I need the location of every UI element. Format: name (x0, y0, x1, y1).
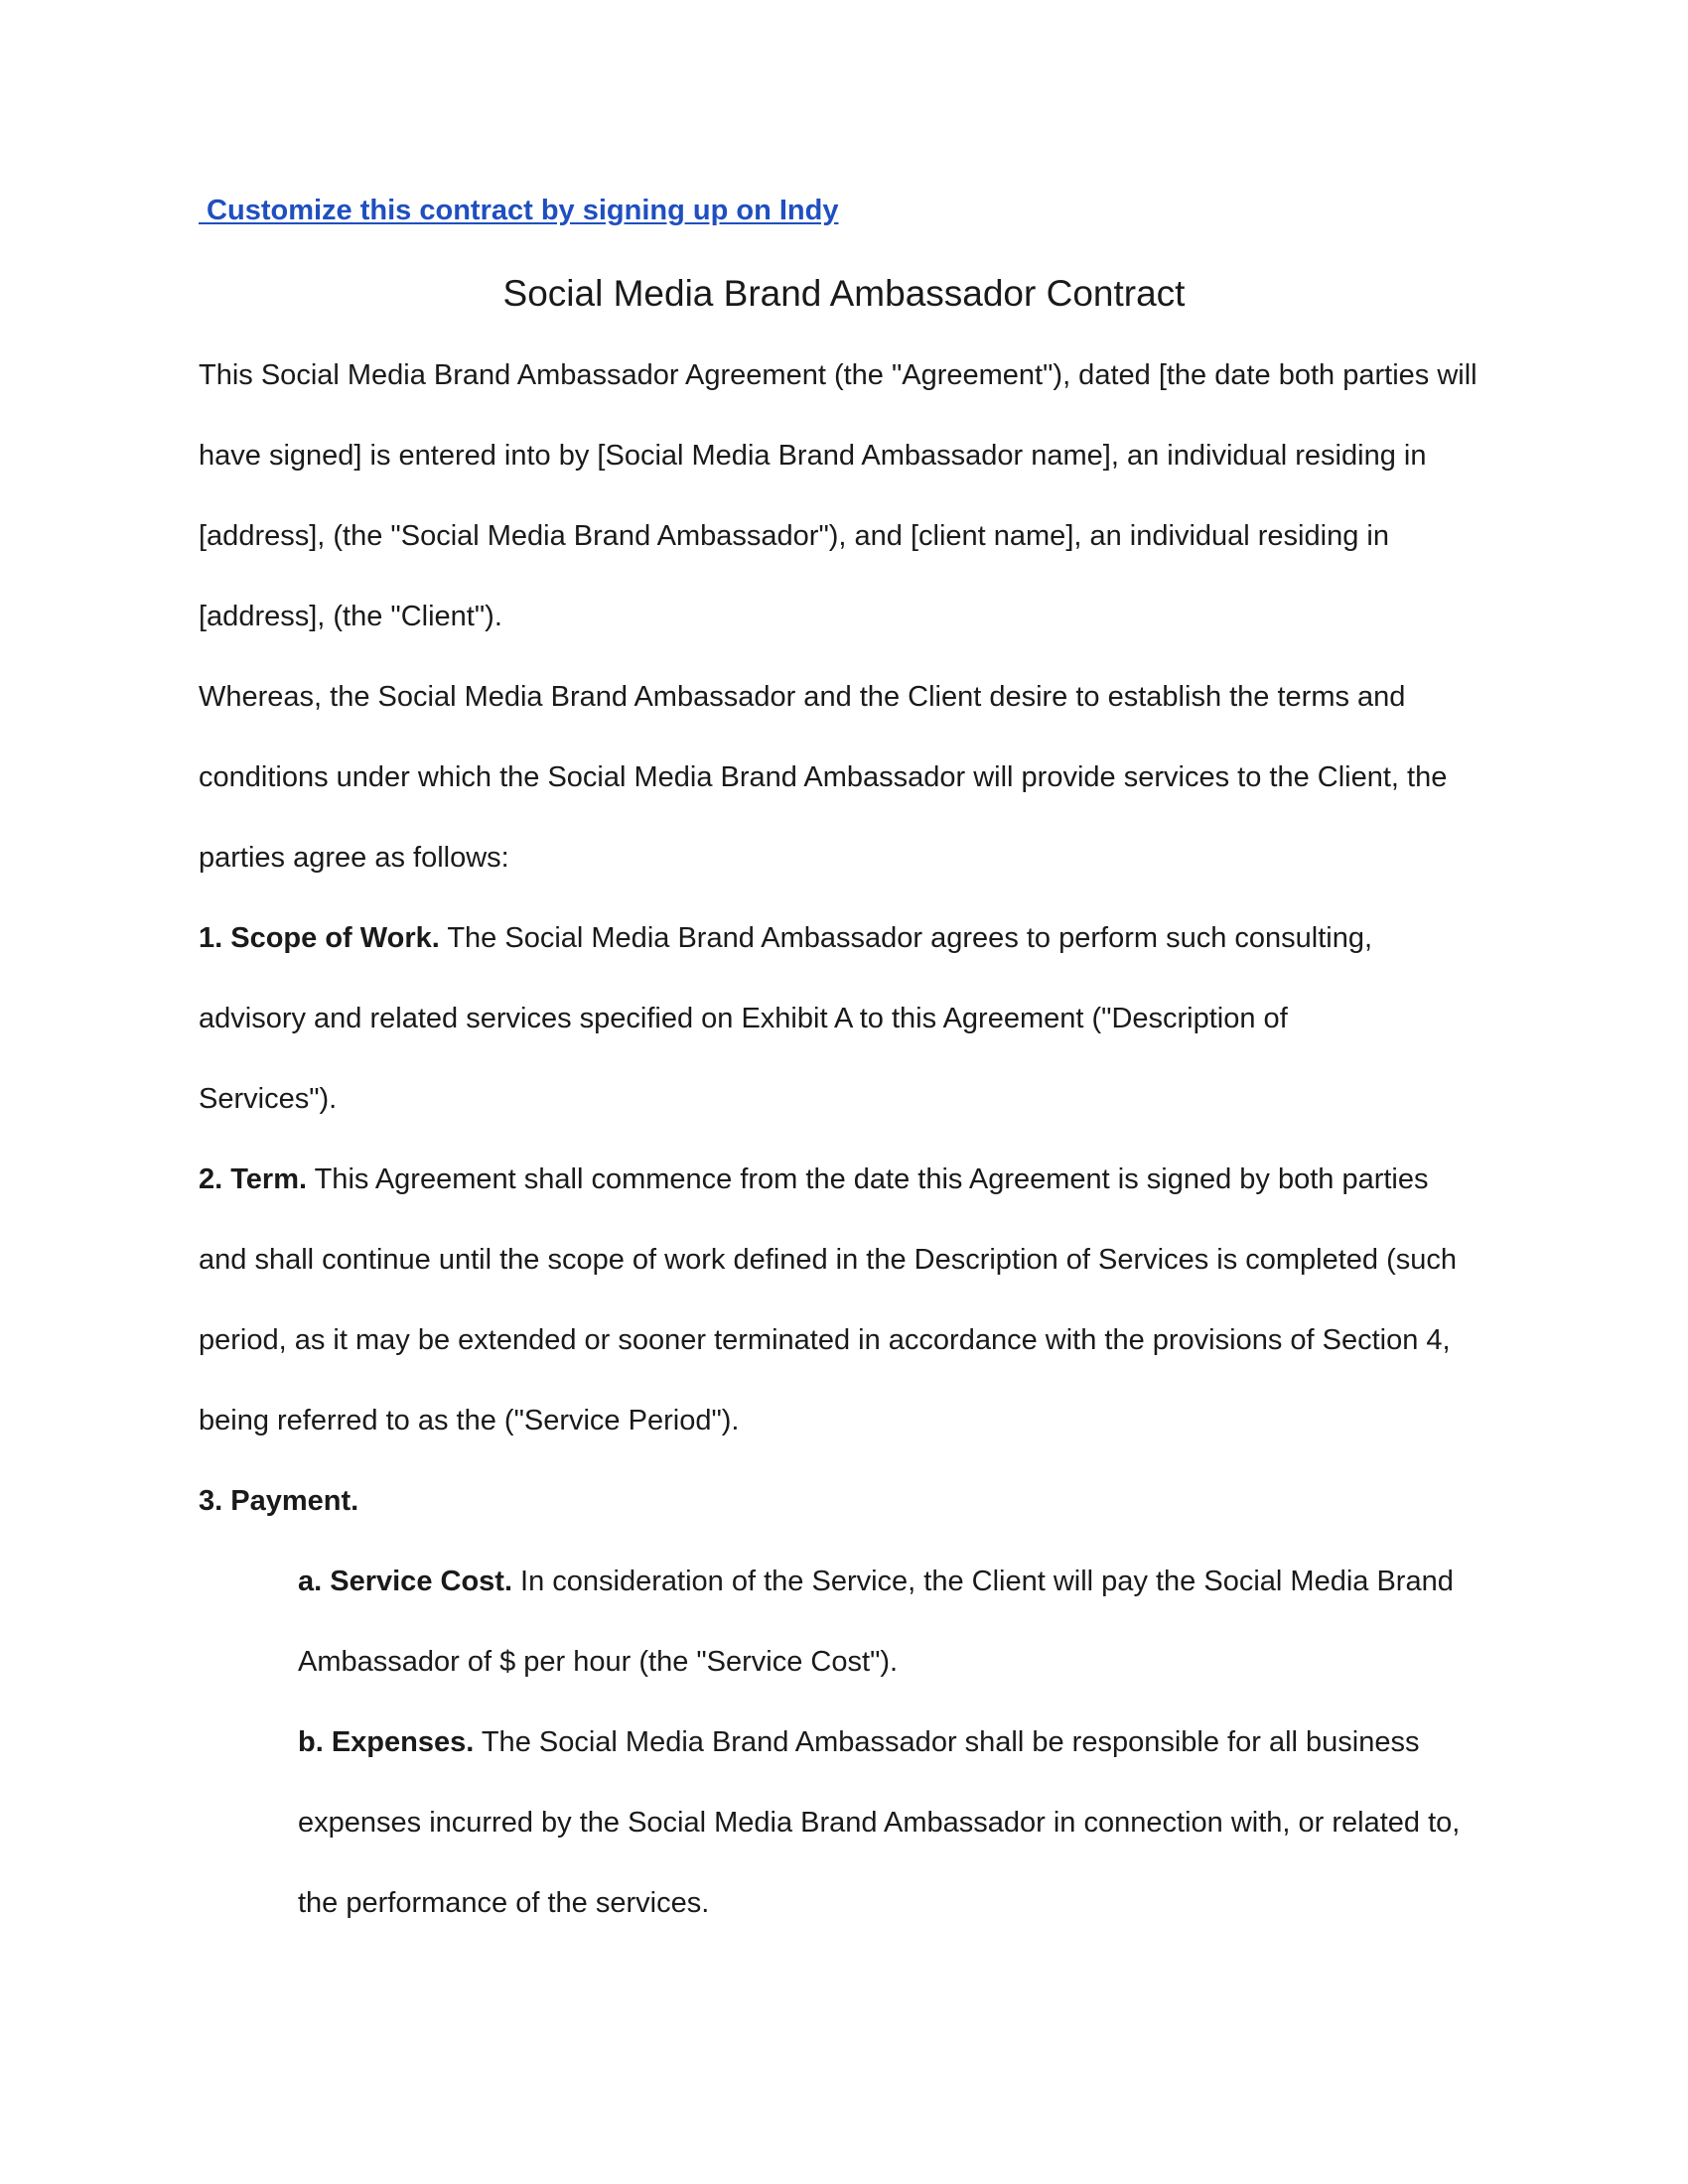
section-term-line: and shall continue until the scope of work defined in the Description of Services is completed (such (199, 1244, 1458, 1276)
signup-link[interactable]: Customize this contract by signing up on Indy (199, 195, 839, 226)
subsection-service-cost-line (298, 1564, 1454, 1599)
section-payment-line (199, 1483, 358, 1519)
section-heading-term: 2. Term. (199, 1163, 308, 1195)
subsection-expenses-line: expenses incurred by the Social Media Brand Ambassador in connection with, or related to, (298, 1807, 1461, 1839)
section-heading-scope: 1. Scope of Work. (199, 922, 440, 954)
section-scope-line: advisory and related services specified on Exhibit A to this Agreement ("Description of (199, 1003, 1288, 1034)
subsection-heading-service-cost: a. Service Cost. (298, 1566, 512, 1597)
intro-line: [address], (the "Social Media Brand Ambassador"), and [client name], an individual residing in (199, 520, 1389, 552)
section-term-line: being referred to as the ("Service Period"). (199, 1405, 740, 1436)
section-term-line (199, 1161, 1429, 1197)
subsection-text: The Social Media Brand Ambassador shall be responsible for all business (474, 1726, 1420, 1758)
whereas-line: Whereas, the Social Media Brand Ambassador and the Client desire to establish the terms and (199, 681, 1406, 713)
subsection-heading-expenses: b. Expenses. (298, 1726, 475, 1758)
intro-line: This Social Media Brand Ambassador Agreement (the "Agreement"), dated [the date both parties will (199, 359, 1477, 391)
section-scope-line: Services"). (199, 1083, 338, 1115)
section-heading-payment: 3. Payment. (199, 1485, 359, 1517)
document-title: Social Media Brand Ambassador Contract (502, 273, 1186, 314)
subsection-service-cost-line: Ambassador of $ per hour (the "Service Cost"). (298, 1646, 899, 1678)
subsection-expenses-line (298, 1724, 1419, 1760)
subsection-text: In consideration of the Service, the Client will pay the Social Media Brand (512, 1566, 1454, 1597)
section-text: This Agreement shall commence from the date this Agreement is signed by both parties (307, 1163, 1429, 1195)
section-text: The Social Media Brand Ambassador agrees to perform such consulting, (439, 922, 1373, 954)
section-term-line: period, as it may be extended or sooner terminated in accordance with the provisions of Section 4, (199, 1324, 1451, 1356)
whereas-line: parties agree as follows: (199, 842, 509, 874)
whereas-line: conditions under which the Social Media Brand Ambassador will provide services to the Client, the (199, 761, 1448, 793)
subsection-expenses-line: the performance of the services. (298, 1887, 710, 1919)
intro-line: [address], (the "Client"). (199, 601, 502, 632)
intro-line: have signed] is entered into by [Social Media Brand Ambassador name], an individual residing in (199, 440, 1427, 472)
section-scope-line (199, 920, 1372, 956)
